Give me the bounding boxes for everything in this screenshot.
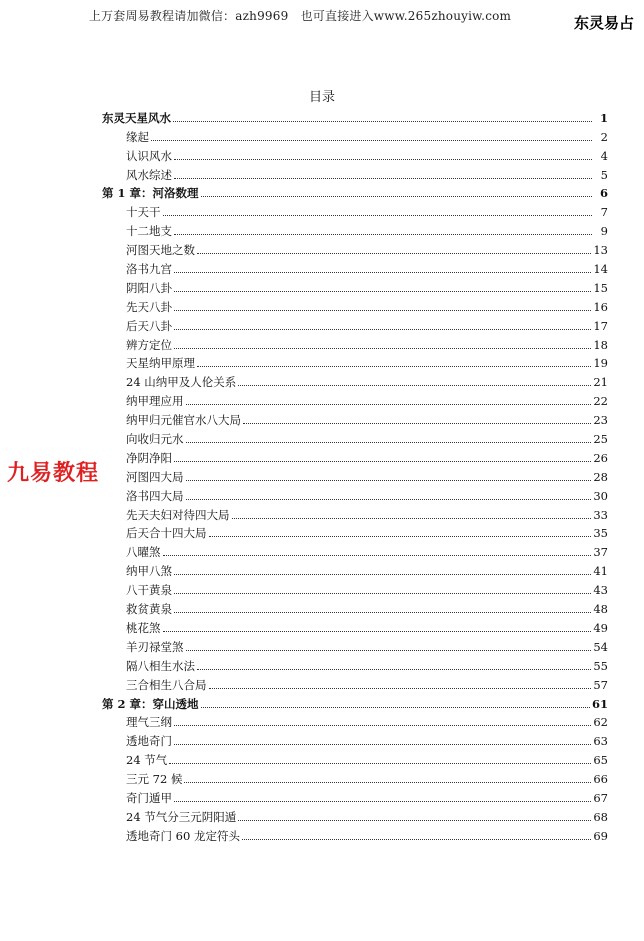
toc-entry[interactable]: [102, 408, 608, 427]
toc-entry-page-number: 41: [593, 564, 608, 579]
dot-leader: [186, 650, 592, 651]
toc-entry-label: 理气三纲: [126, 715, 172, 730]
toc-entry-label: 第 1 章：河洛数理: [102, 186, 199, 201]
toc-entry-page-number: 14: [593, 262, 608, 277]
toc-entry[interactable]: [102, 446, 608, 465]
toc-entry-page-number: 30: [593, 488, 608, 503]
toc-entry-page-number: 15: [593, 280, 608, 295]
toc-entry-page-number: 37: [593, 545, 608, 560]
dot-leader: [186, 404, 592, 405]
toc-entry-page-number: 69: [593, 828, 608, 843]
dot-leader: [243, 423, 591, 424]
toc-entry-page-number: 4: [600, 148, 608, 163]
toc-entry-page-number: 13: [593, 243, 608, 258]
toc-entry-page-number: 1: [599, 110, 608, 125]
toc-entry-label: 第 2 章：穿山透地: [102, 696, 199, 711]
dot-leader: [201, 707, 590, 708]
watermark: 九易教程: [7, 461, 100, 486]
toc-entry-page-number: 61: [591, 696, 608, 711]
dot-leader: [242, 839, 591, 840]
dot-leader: [151, 140, 592, 141]
dot-leader: [173, 121, 592, 122]
toc-entry[interactable]: [102, 314, 608, 333]
toc-entry-label: 河图四大局: [126, 469, 184, 484]
toc-entry-label: 洛书九宫: [126, 262, 172, 277]
toc-entry-page-number: 43: [593, 583, 608, 598]
toc-entry-page-number: 35: [593, 526, 608, 541]
toc-entry-page-number: 55: [593, 658, 608, 673]
toc-entry-label: 东灵天星风水: [102, 110, 171, 125]
dot-leader: [163, 631, 592, 632]
toc-entry[interactable]: [102, 767, 608, 786]
dot-leader: [174, 291, 591, 292]
toc-entry[interactable]: [102, 559, 608, 578]
dot-leader: [174, 744, 591, 745]
dot-leader: [238, 385, 591, 386]
toc-entry[interactable]: [102, 352, 608, 371]
dot-leader: [197, 669, 591, 670]
toc-entry-page-number: 9: [600, 224, 608, 239]
toc-entry-page-number: 33: [593, 507, 608, 522]
toc-entry[interactable]: [102, 616, 608, 635]
toc-entry-label: 羊刃禄堂煞: [126, 639, 184, 654]
toc-entry-page-number: 18: [593, 337, 608, 352]
toc-entry[interactable]: [102, 427, 608, 446]
dot-leader: [174, 593, 591, 594]
toc-entry-label: 十天干: [126, 205, 161, 220]
toc-entry-label: 24 山纳甲及人伦关系: [126, 375, 237, 390]
dot-leader: [186, 442, 592, 443]
toc-entry-page-number: 2: [600, 129, 608, 144]
dot-leader: [163, 555, 592, 556]
toc-entry-label: 纳甲理应用: [126, 394, 184, 409]
toc-entry-label: 后天八卦: [126, 318, 172, 333]
dot-leader: [174, 234, 592, 235]
dot-leader: [174, 159, 592, 160]
toc-entry[interactable]: [102, 711, 608, 730]
dot-leader: [174, 801, 591, 802]
toc-entry[interactable]: [102, 824, 608, 843]
toc-entry-label: 先天八卦: [126, 299, 172, 314]
toc-entry-label: 奇门遁甲: [126, 790, 172, 805]
toc-entry[interactable]: [102, 276, 608, 295]
toc-entry[interactable]: [102, 389, 608, 408]
toc-entry-page-number: 19: [593, 356, 608, 371]
dot-leader: [186, 480, 592, 481]
dot-leader: [201, 196, 592, 197]
toc-entry[interactable]: [102, 597, 608, 616]
toc-entry[interactable]: [102, 635, 608, 654]
toc-entry-label: 八干黄泉: [126, 583, 172, 598]
toc-entry-page-number: 23: [593, 413, 608, 428]
toc-entry-label: 风水综述: [126, 167, 172, 182]
toc-entry[interactable]: [102, 200, 608, 219]
toc-entry-label: 救贫黄泉: [126, 602, 172, 617]
toc-entry-label: 辨方定位: [126, 337, 172, 352]
toc-entry-page-number: 63: [593, 734, 608, 749]
toc-entry-page-number: 28: [593, 469, 608, 484]
toc-entry[interactable]: [102, 370, 608, 389]
toc-entry[interactable]: [102, 295, 608, 314]
toc-entry-page-number: 26: [593, 450, 608, 465]
toc-entry-page-number: 57: [593, 677, 608, 692]
toc-entry-label: 桃花煞: [126, 620, 161, 635]
dot-leader: [184, 782, 591, 783]
toc-entry-label: 河图天地之数: [126, 243, 195, 258]
dot-leader: [186, 499, 592, 500]
toc-entry[interactable]: [102, 729, 608, 748]
toc-entry-label: 八曜煞: [126, 545, 161, 560]
dot-leader: [163, 215, 593, 216]
toc-entry[interactable]: [102, 238, 608, 257]
toc-entry[interactable]: [102, 578, 608, 597]
header-note: 上万套周易教程请加微信：azh9969 也可直接进入www.265zhouyiw.com: [88, 9, 512, 23]
toc-entry[interactable]: [102, 748, 608, 767]
dot-leader: [174, 310, 591, 311]
toc-entry-label: 三元 72 候: [126, 772, 183, 787]
toc-chapter-entry[interactable]: [102, 106, 608, 125]
dot-leader: [174, 461, 591, 462]
dot-leader: [174, 329, 591, 330]
toc-entry[interactable]: [102, 540, 608, 559]
toc-entry-page-number: 48: [593, 602, 608, 617]
dot-leader: [209, 536, 592, 537]
toc-entry-page-number: 54: [593, 639, 608, 654]
toc-entry-label: 十二地支: [126, 224, 172, 239]
toc-entry-page-number: 7: [600, 205, 608, 220]
toc-chapter-entry[interactable]: [102, 692, 608, 711]
toc-entry-page-number: 25: [593, 432, 608, 447]
dot-leader: [169, 763, 591, 764]
dot-leader: [209, 688, 592, 689]
toc-entry-label: 后天合十四大局: [126, 526, 207, 541]
toc-entry-label: 三合相生八合局: [126, 677, 207, 692]
toc-entry-label: 纳甲八煞: [126, 564, 172, 579]
toc-entry-page-number: 21: [593, 375, 608, 390]
table-of-contents: [102, 106, 608, 843]
toc-entry[interactable]: [102, 257, 608, 276]
toc-entry-page-number: 5: [600, 167, 608, 182]
dot-leader: [174, 348, 591, 349]
toc-entry-label: 透地奇门: [126, 734, 172, 749]
toc-entry[interactable]: [102, 654, 608, 673]
toc-entry-label: 缘起: [126, 129, 149, 144]
brand-label: 东灵易占: [573, 14, 634, 32]
toc-entry[interactable]: [102, 522, 608, 541]
toc-entry[interactable]: [102, 163, 608, 182]
toc-entry[interactable]: [102, 144, 608, 163]
toc-entry-label: 净阴净阳: [126, 450, 172, 465]
dot-leader: [174, 272, 591, 273]
dot-leader: [197, 366, 591, 367]
toc-entry[interactable]: [102, 786, 608, 805]
dot-leader: [174, 612, 591, 613]
dot-leader: [238, 820, 591, 821]
toc-entry-label: 认识风水: [126, 148, 172, 163]
toc-entry-page-number: 49: [593, 620, 608, 635]
toc-entry[interactable]: [102, 333, 608, 352]
toc-entry-page-number: 68: [593, 809, 608, 824]
toc-entry[interactable]: [102, 219, 608, 238]
toc-entry[interactable]: [102, 673, 608, 692]
dot-leader: [174, 725, 591, 726]
toc-entry-label: 天星纳甲原理: [126, 356, 195, 371]
toc-entry-page-number: 6: [599, 186, 608, 201]
toc-entry-page-number: 67: [593, 790, 608, 805]
toc-entry[interactable]: [102, 503, 608, 522]
dot-leader: [232, 518, 592, 519]
toc-entry[interactable]: [102, 465, 608, 484]
toc-title: 目录: [308, 90, 335, 105]
toc-entry-label: 阴阳八卦: [126, 280, 172, 295]
toc-entry-page-number: 16: [593, 299, 608, 314]
dot-leader: [197, 253, 591, 254]
toc-entry-label: 洛书四大局: [126, 488, 184, 503]
toc-entry-page-number: 62: [593, 715, 608, 730]
toc-entry-page-number: 17: [593, 318, 608, 333]
toc-entry-label: 隔八相生水法: [126, 658, 195, 673]
toc-entry-label: 24 节气: [126, 753, 168, 768]
toc-entry[interactable]: [102, 484, 608, 503]
dot-leader: [174, 178, 592, 179]
toc-entry-label: 向收归元水: [126, 432, 184, 447]
toc-chapter-entry[interactable]: [102, 182, 608, 201]
toc-entry-page-number: 22: [593, 394, 608, 409]
toc-entry-label: 先天夫妇对待四大局: [126, 507, 230, 522]
dot-leader: [174, 574, 591, 575]
toc-entry-label: 透地奇门 60 龙定符头: [126, 828, 240, 843]
toc-entry[interactable]: [102, 125, 608, 144]
toc-entry-label: 纳甲归元催官水八大局: [126, 413, 241, 428]
toc-entry-page-number: 66: [593, 772, 608, 787]
toc-entry-label: 24 节气分三元阴阳遁: [126, 809, 237, 824]
toc-entry-page-number: 65: [593, 753, 608, 768]
toc-entry[interactable]: [102, 805, 608, 824]
